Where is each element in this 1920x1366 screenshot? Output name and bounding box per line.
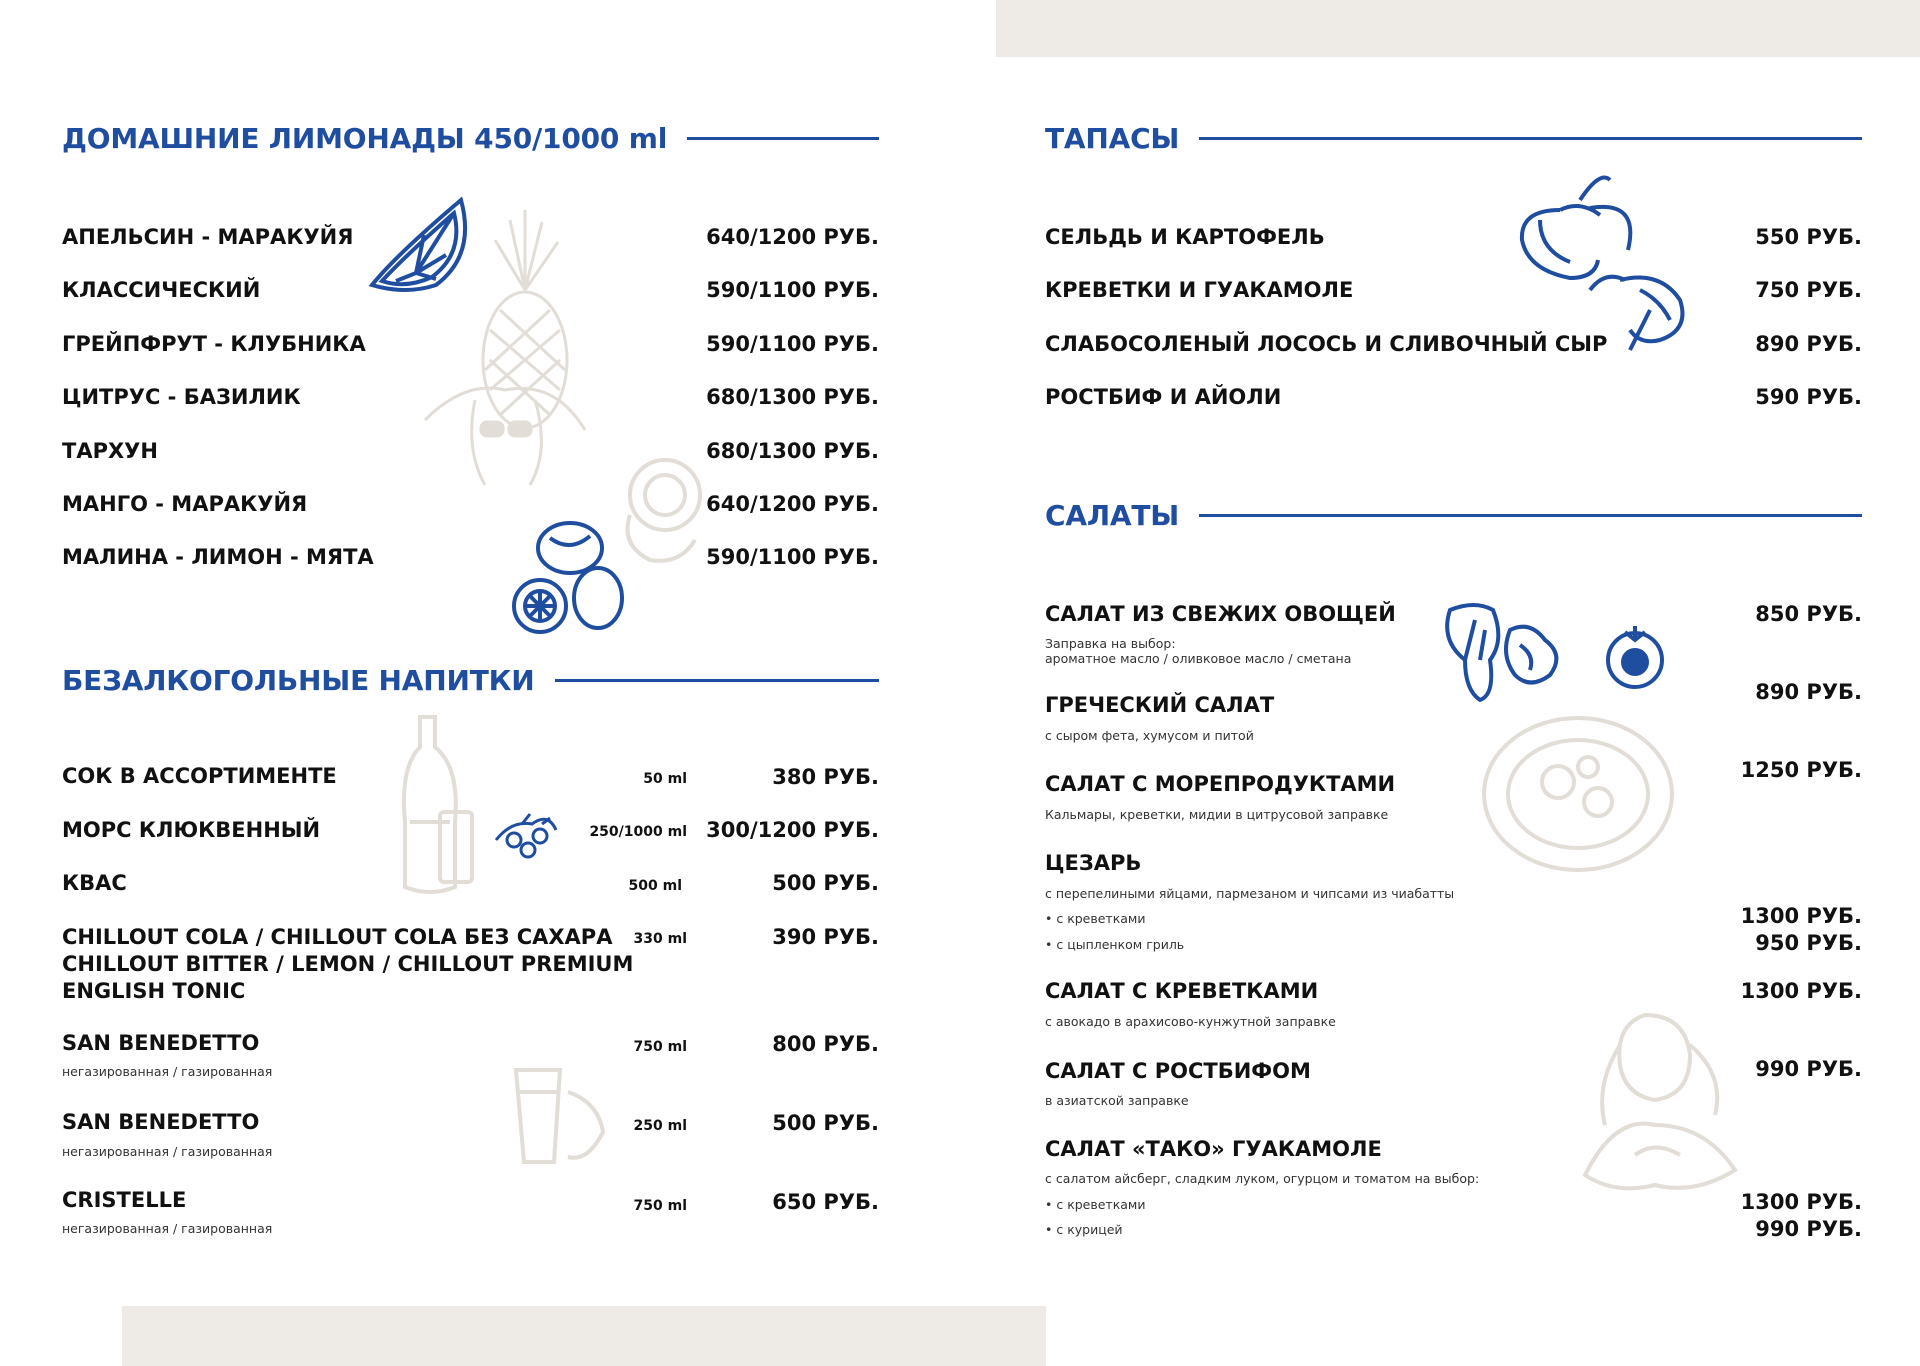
menu-item-name-line: CHILLOUT BITTER / LEMON / CHILLOUT PREMIUM xyxy=(62,952,634,976)
menu-item-price: 500 РУБ. xyxy=(772,871,879,895)
section-rule xyxy=(555,679,879,682)
menu-item-name: CRISTELLE xyxy=(62,1188,187,1212)
menu-item-name: ЦЕЗАРЬ xyxy=(1045,851,1142,875)
glass-icon xyxy=(508,1062,613,1167)
lemons-icon xyxy=(510,518,630,636)
menu-item-price: 650 РУБ. xyxy=(772,1190,879,1214)
menu-item-price: 1300 РУБ. xyxy=(1740,904,1862,928)
section-header-soft-drinks xyxy=(62,664,879,697)
menu-item-price: 590 РУБ. xyxy=(1755,385,1862,409)
salad-plate-icon xyxy=(1478,712,1678,877)
menu-item-description: негазированная / газированная xyxy=(62,1221,273,1236)
menu-item-price: 640/1200 РУБ. xyxy=(706,225,879,249)
menu-item-description: негазированная / газированная xyxy=(62,1064,273,1079)
menu-item-price: 590/1100 РУБ. xyxy=(706,278,879,302)
menu-item-name: МОРС КЛЮКВЕННЫЙ xyxy=(62,818,321,842)
menu-item-name: САЛАТ С РОСТБИФОМ xyxy=(1045,1059,1311,1083)
menu-item-description: с салатом айсберг, сладким луком, огурцом и томатом на выбор: xyxy=(1045,1171,1480,1186)
menu-item-name: ЦИТРУС - БАЗИЛИК xyxy=(62,385,301,409)
menu-item-name-line: CHILLOUT COLA / CHILLOUT COLA БЕЗ САХАРА xyxy=(62,925,613,949)
menu-item-price: 890 РУБ. xyxy=(1755,332,1862,356)
section-rule xyxy=(687,137,879,140)
menu-item-price: 1300 РУБ. xyxy=(1740,979,1862,1003)
menu-item-price: 850 РУБ. xyxy=(1755,602,1862,626)
menu-item-price: 590/1100 РУБ. xyxy=(706,332,879,356)
bottom-band xyxy=(122,1306,1046,1366)
top-band xyxy=(996,0,1920,57)
menu-item-name: КРЕВЕТКИ И ГУАКАМОЛЕ xyxy=(1045,278,1354,302)
menu-item-description: с авокадо в арахисово-кунжутной заправке xyxy=(1045,1014,1336,1029)
section-title-salads: САЛАТЫ xyxy=(1045,499,1180,532)
menu-item-description: Заправка на выбор: xyxy=(1045,636,1176,651)
section-title-soft-drinks: БЕЗАЛКОГОЛЬНЫЕ НАПИТКИ xyxy=(62,664,535,697)
menu-item-description: ароматное масло / оливковое масло / сметана xyxy=(1045,651,1352,666)
menu-item-name: ТАРХУН xyxy=(62,439,158,463)
section-header-salads xyxy=(1045,499,1862,532)
menu-item-description: в азиатской заправке xyxy=(1045,1093,1189,1108)
menu-item-price: 990 РУБ. xyxy=(1755,1057,1862,1081)
menu-item-price: 950 РУБ. xyxy=(1755,931,1862,955)
shrimp-icon xyxy=(1510,170,1702,355)
menu-item-description: с перепелиными яйцами, пармезаном и чипсами из чиабатты xyxy=(1045,886,1455,901)
section-rule xyxy=(1199,137,1862,140)
section-header-tapas xyxy=(1045,122,1862,155)
menu-item-name: ГРЕЧЕСКИЙ САЛАТ xyxy=(1045,693,1275,717)
section-title-tapas: ТАПАСЫ xyxy=(1045,122,1180,155)
menu-item-price: 390 РУБ. xyxy=(772,925,879,949)
lemon-slice-icon xyxy=(366,195,468,295)
menu-item-name: АПЕЛЬСИН - МАРАКУЙЯ xyxy=(62,225,354,249)
menu-item-volume: 750 ml xyxy=(633,1039,687,1055)
menu-item-option: • с креветками xyxy=(1045,1197,1146,1212)
menu-item-name: САЛАТ «ТАКО» ГУАКАМОЛЕ xyxy=(1045,1137,1382,1161)
menu-item-price: 890 РУБ. xyxy=(1755,680,1862,704)
bottle-icon xyxy=(385,712,475,902)
menu-item-volume: 250/1000 ml xyxy=(589,824,687,840)
menu-item-price: 1250 РУБ. xyxy=(1740,758,1862,782)
menu-item-volume: 50 ml xyxy=(643,771,687,787)
menu-item-option: • с цыпленком гриль xyxy=(1045,937,1185,952)
menu-item-name-multiline xyxy=(62,924,633,1005)
menu-item-option: • с курицей xyxy=(1045,1222,1123,1237)
menu-item-volume: 500 ml xyxy=(628,878,682,894)
menu-item-name: SAN BENEDETTO xyxy=(62,1031,260,1055)
section-rule xyxy=(1199,514,1862,517)
menu-item-volume: 750 ml xyxy=(633,1198,687,1214)
menu-item-name: РОСТБИФ И АЙОЛИ xyxy=(1045,385,1282,409)
woman-sunglasses-icon xyxy=(415,360,595,490)
menu-item-name: СЕЛЬДЬ И КАРТОФЕЛЬ xyxy=(1045,225,1325,249)
menu-item-price: 800 РУБ. xyxy=(772,1032,879,1056)
menu-item-description: негазированная / газированная xyxy=(62,1144,273,1159)
menu-item-price: 380 РУБ. xyxy=(772,765,879,789)
menu-item-price: 750 РУБ. xyxy=(1755,278,1862,302)
tomato-icon xyxy=(1603,618,1667,690)
vegetables-icon xyxy=(1435,600,1570,702)
menu-item-price: 1300 РУБ. xyxy=(1740,1190,1862,1214)
section-header-lemonades xyxy=(62,122,879,155)
woman-eating-icon xyxy=(1575,1005,1750,1200)
menu-item-price: 300/1200 РУБ. xyxy=(706,818,879,842)
menu-item-description: с сыром фета, хумусом и питой xyxy=(1045,728,1254,743)
menu-item-price: 640/1200 РУБ. xyxy=(706,492,879,516)
menu-item-description: Кальмары, креветки, мидии в цитрусовой заправке xyxy=(1045,807,1389,822)
menu-item-name: САЛАТ С МОРЕПРОДУКТАМИ xyxy=(1045,772,1396,796)
menu-item-price: 680/1300 РУБ. xyxy=(706,385,879,409)
menu-item-option: • с креветками xyxy=(1045,911,1146,926)
section-title-lemonades: ДОМАШНИЕ ЛИМОНАДЫ 450/1000 ml xyxy=(62,122,668,155)
menu-item-volume: 330 ml xyxy=(633,931,687,947)
menu-item-price: 500 РУБ. xyxy=(772,1111,879,1135)
menu-item-name: ГРЕЙПФРУТ - КЛУБНИКА xyxy=(62,332,366,356)
menu-item-price: 550 РУБ. xyxy=(1755,225,1862,249)
menu-item-name-line: ENGLISH TONIC xyxy=(62,979,246,1003)
menu-item-name: САЛАТ ИЗ СВЕЖИХ ОВОЩЕЙ xyxy=(1045,602,1396,626)
menu-item-price: 680/1300 РУБ. xyxy=(706,439,879,463)
berries-icon xyxy=(492,810,560,866)
menu-item-name: SAN BENEDETTO xyxy=(62,1110,260,1134)
menu-item-price: 990 РУБ. xyxy=(1755,1217,1862,1241)
menu-item-name: МАНГО - МАРАКУЙЯ xyxy=(62,492,308,516)
menu-item-name: МАЛИНА - ЛИМОН - МЯТА xyxy=(62,545,374,569)
menu-item-name: СЛАБОСОЛЕНЫЙ ЛОСОСЬ И СЛИВОЧНЫЙ СЫР xyxy=(1045,332,1608,356)
menu-item-name: КЛАССИЧЕСКИЙ xyxy=(62,278,261,302)
menu-item-name: САЛАТ С КРЕВЕТКАМИ xyxy=(1045,979,1319,1003)
menu-item-volume: 250 ml xyxy=(633,1118,687,1134)
menu-item-price: 590/1100 РУБ. xyxy=(706,545,879,569)
menu-item-name: КВАС xyxy=(62,871,127,895)
menu-item-name: СОК В АССОРТИМЕНТЕ xyxy=(62,764,337,788)
